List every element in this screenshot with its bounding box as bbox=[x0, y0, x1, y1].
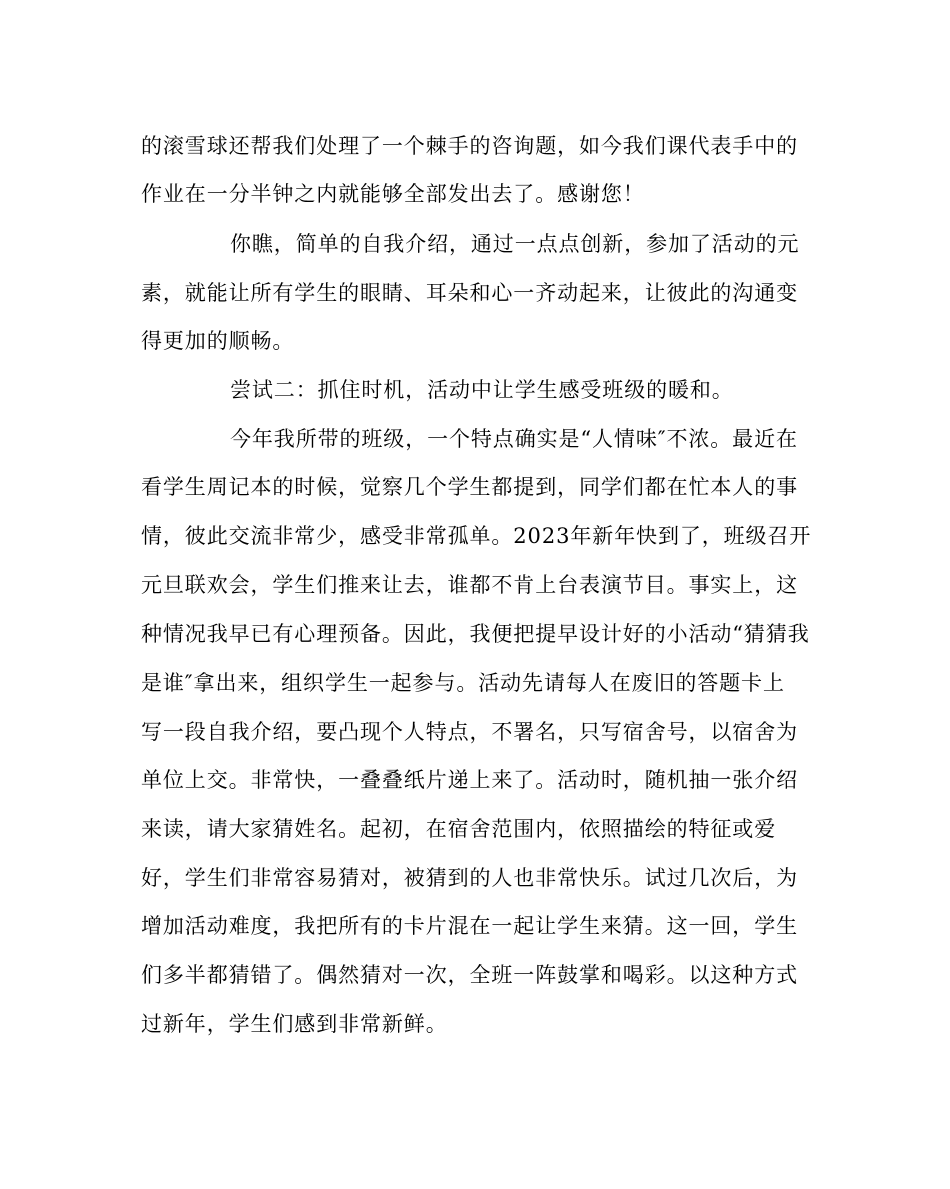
text-line: 们多半都猜错了。偶然猜对一次，全班一阵鼓掌和喝彩。以这种方式 bbox=[141, 963, 798, 987]
text-line: 过新年，学生们感到非常新鲜。 bbox=[141, 1012, 448, 1036]
text-line: 情，彼此交流非常少，感受非常孤单。2023年新年快到了，班级召开 bbox=[141, 524, 812, 548]
text-line: 是谁″拿出来，组织学生一起参与。活动先请每人在废旧的答题卡上 bbox=[141, 671, 785, 695]
text-line: 写一段自我介绍，要凸现个人特点，不署名，只写宿舍号，以宿舍为 bbox=[141, 720, 798, 744]
text-line: 的滚雪球还帮我们处理了一个棘手的咨询题，如今我们课代表手中的 bbox=[141, 134, 798, 158]
text-line: 好，学生们非常容易猜对，被猜到的人也非常快乐。试过几次后，为 bbox=[141, 866, 798, 890]
text-line: 得更加的顺畅。 bbox=[141, 329, 295, 353]
text-line: 看学生周记本的时候，觉察几个学生都提到，同学们都在忙本人的事 bbox=[141, 475, 798, 499]
paragraph-first-line: 你瞧，简单的自我介绍，通过一点点创新，参加了活动的元 bbox=[230, 232, 800, 256]
text-line: 单位上交。非常快，一叠叠纸片递上来了。活动时，随机抽一张介绍 bbox=[141, 768, 798, 792]
text-line: 素，就能让所有学生的眼睛、耳朵和心一齐动起来，让彼此的沟通变 bbox=[141, 281, 798, 305]
text-line: 作业在一分半钟之内就能够全部发出去了。感谢您！ bbox=[141, 182, 645, 206]
text-line: 增加活动难度，我把所有的卡片混在一起让学生来猜。这一回，学生 bbox=[141, 914, 798, 938]
text-line: 元旦联欢会，学生们推来让去，谁都不肯上台表演节目。事实上，这 bbox=[141, 573, 798, 597]
section-heading: 尝试二：抓住时机，活动中让学生感受班级的暖和。 bbox=[230, 378, 734, 402]
text-line: 来读，请大家猜姓名。起初，在宿舍范围内，依照描绘的特征或爱 bbox=[141, 817, 777, 841]
paragraph-first-line: 今年我所带的班级，一个特点确实是“人情味″不浓。最近在 bbox=[230, 427, 798, 451]
text-line: 种情况我早已有心理预备。因此，我便把提早设计好的小活动“猜猜我 bbox=[141, 622, 810, 646]
